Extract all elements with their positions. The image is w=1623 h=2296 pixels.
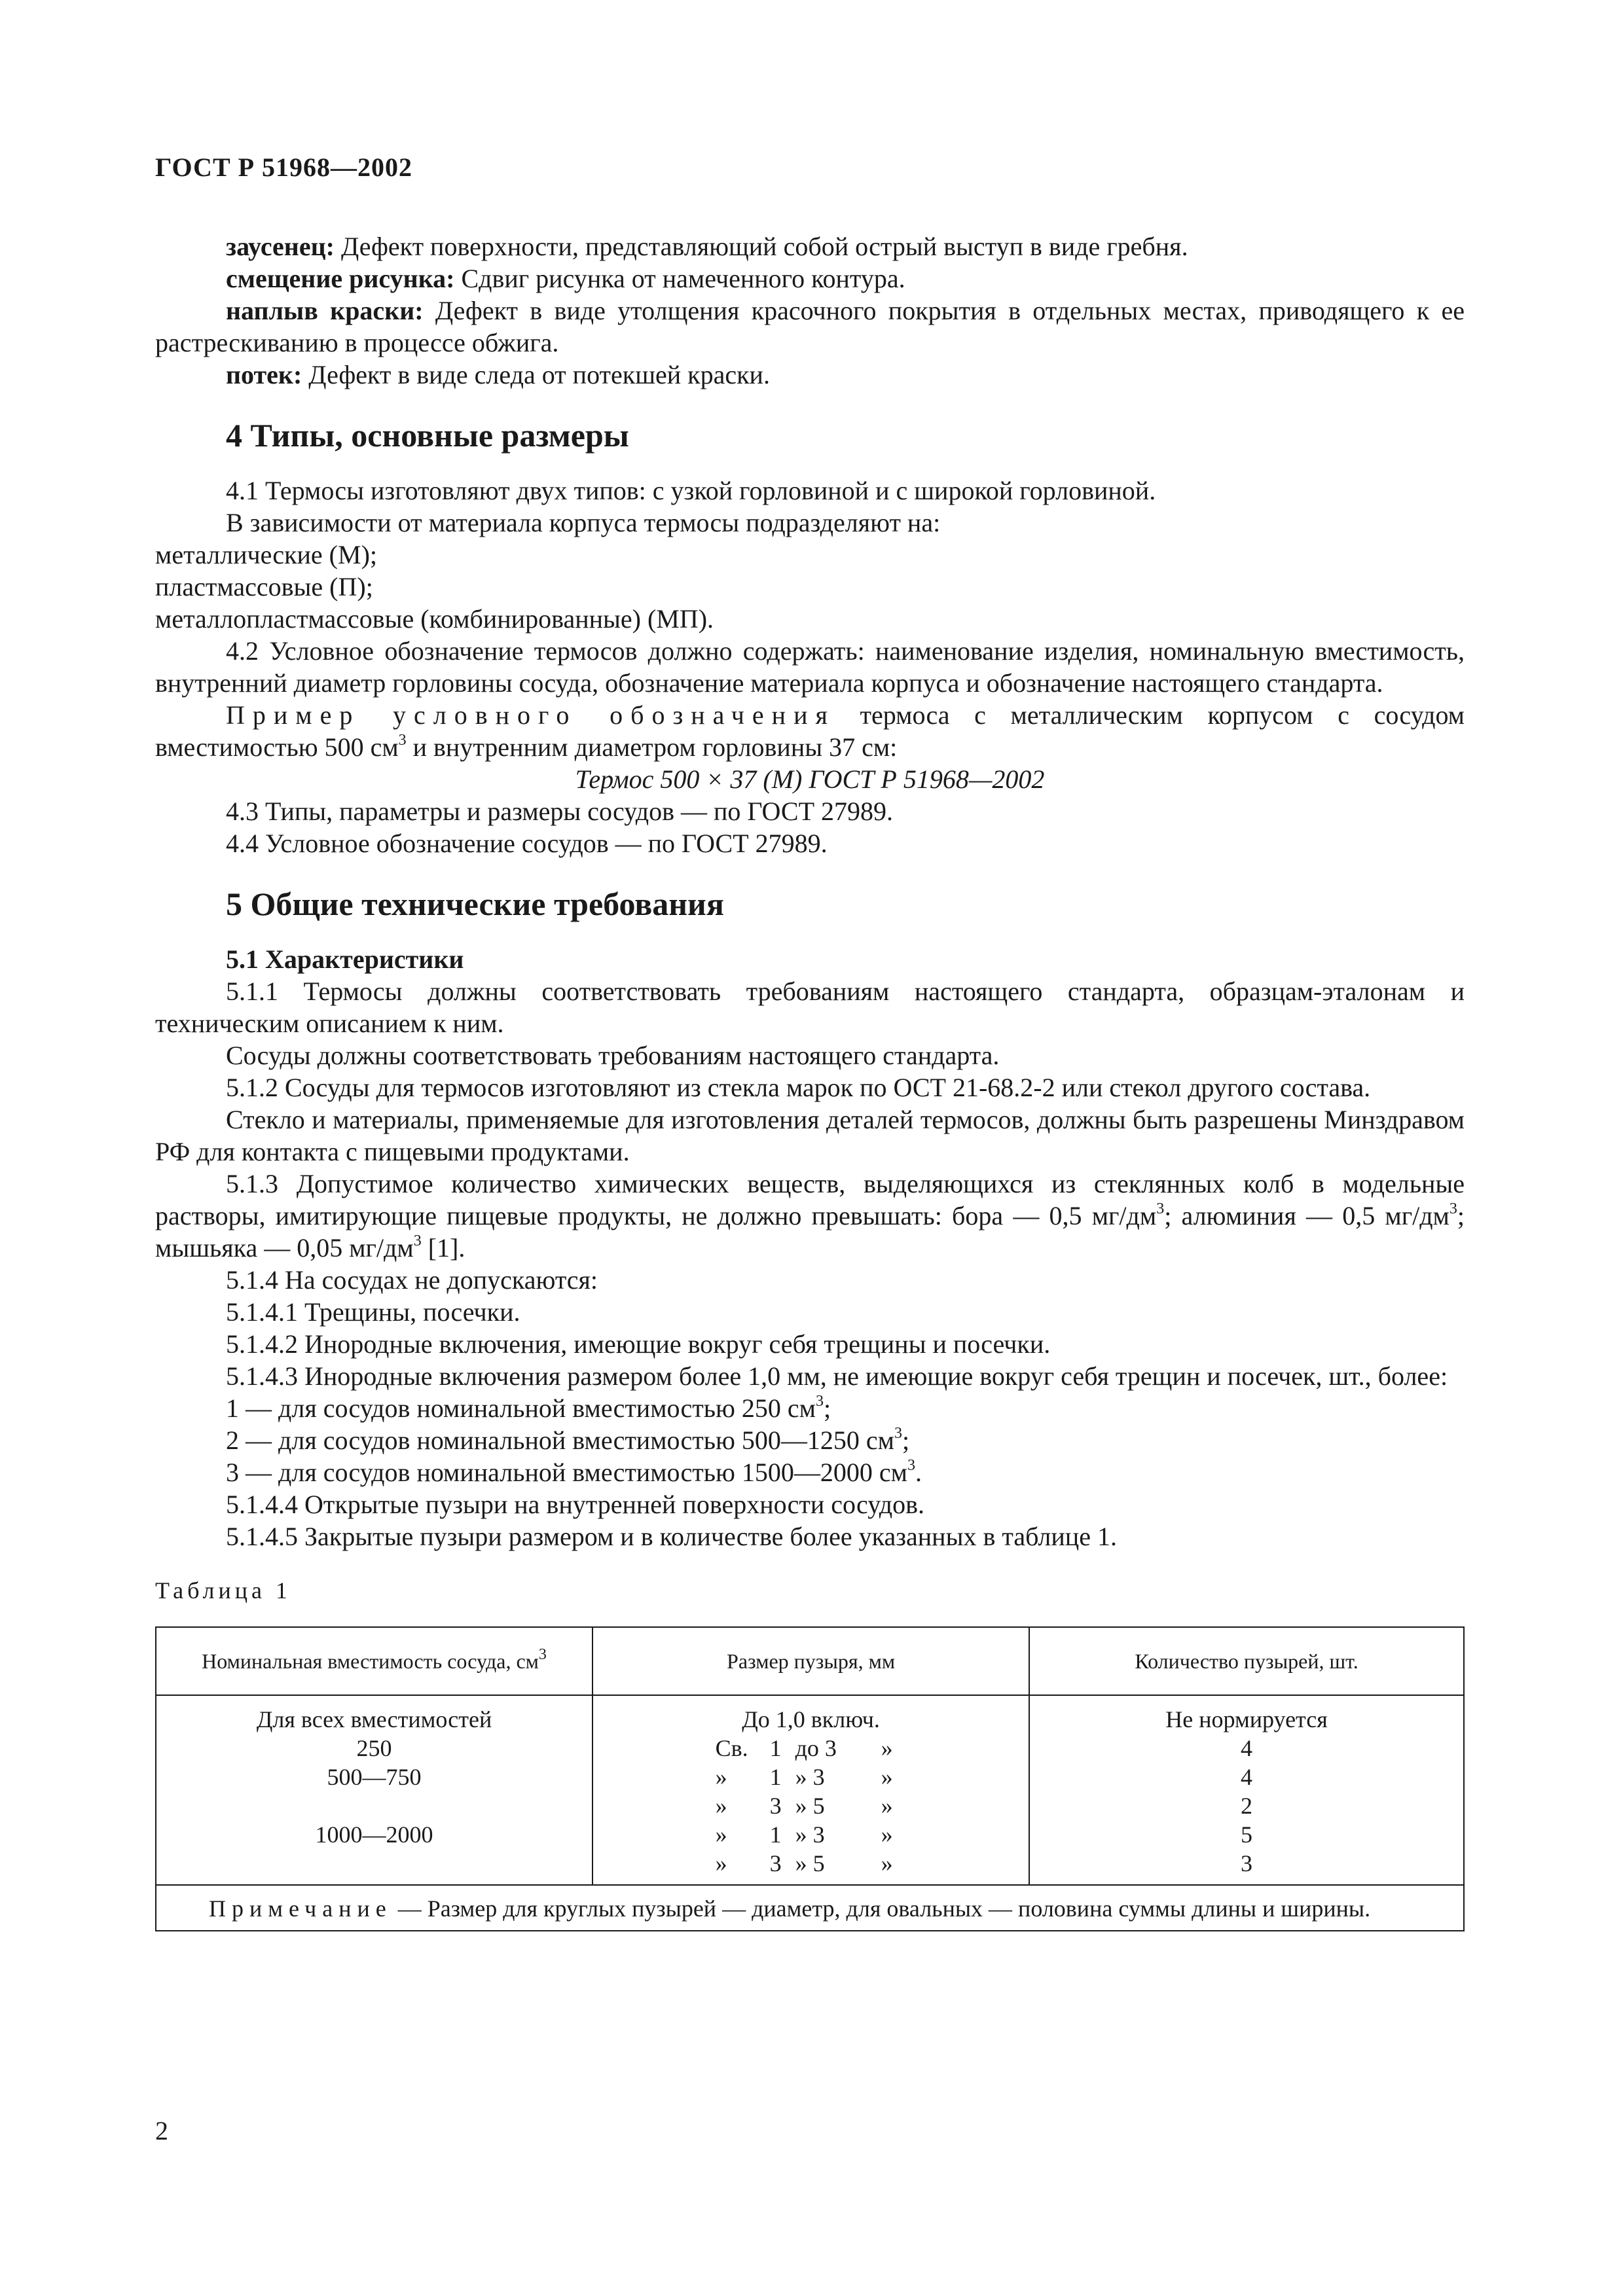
ditto-mark: » (881, 1735, 893, 1761)
table-cell: До 1,0 включ. (742, 1706, 880, 1732)
table-header-row (156, 1627, 1464, 1695)
table-cell (156, 1791, 592, 1820)
list-item (155, 1424, 1465, 1456)
size-to: до 3 (795, 1735, 837, 1761)
para-5-1-4: 5.1.4 На сосудах не допускаются: (226, 1265, 598, 1295)
column-header-count: Количество пузырей, шт. (1029, 1627, 1464, 1695)
definition-potek (155, 359, 1465, 391)
para-5-1-2: 5.1.2 Сосуды для термосов изготовляют из стекла марок по ОСТ 21-68.2-2 или стекол другого состава. (226, 1073, 1371, 1102)
document-header: ГОСТ Р 51968—2002 (155, 152, 413, 182)
text: . (915, 1458, 922, 1487)
table-cell: Для всех вместимостей (256, 1706, 492, 1732)
para-5-1-2-b: Стекло и материалы, применяемые для изготовления деталей термосов, должны быть разрешены Минздравом РФ для контакта с пищевыми продуктами. (155, 1105, 1465, 1166)
para-5-1-4-3: 5.1.4.3 Инородные включения размером более 1,0 мм, не имеющие вокруг себя трещин и посечек, шт., более: (226, 1361, 1448, 1391)
section-4-title: 4 Типы, основные размеры (226, 417, 629, 454)
list-item (155, 1392, 1465, 1424)
superscript: 3 (1156, 1200, 1165, 1217)
bubble-table (155, 1626, 1465, 1931)
size-to: » 3 (795, 1764, 825, 1790)
table-body-row (156, 1695, 1464, 1885)
definition-smeshchenie (155, 262, 1465, 295)
note-text: — Размер для круглых пузырей — диаметр, для овальных — половина суммы длины и ширины. (392, 1895, 1371, 1922)
material-item: металлические (М); (155, 540, 378, 569)
section-5-title: 5 Общие технические требования (226, 886, 724, 922)
size-to: » 3 (795, 1821, 825, 1848)
table-cell: 250 (356, 1735, 392, 1761)
size-prefix: » (715, 1793, 727, 1819)
para-5-1-1: 5.1.1 Термосы должны соответствовать требованиям настоящего стандарта, образцам-эталонам и техническим описанием к ним. (155, 977, 1465, 1038)
table-note-row (156, 1885, 1464, 1931)
material-item: пластмассовые (П); (155, 572, 373, 601)
table-cell (156, 1849, 592, 1878)
definition-text: Дефект в виде утолщения красочного покрытия в отдельных местах, приводящего к ее растрескиванию в процессе обжига. (155, 296, 1465, 357)
size-from: 1 (769, 1821, 782, 1848)
subsection-5-1-title: 5.1 Характеристики (226, 944, 464, 974)
table-cell: 3 (1241, 1850, 1253, 1876)
para-5-1-3 (155, 1168, 1465, 1264)
term: смещение рисунка: (226, 264, 455, 293)
text: 5.1.3 Допустимое количество химических веществ, выделяющихся из стеклянных колб в модельные растворы, имитирующие пищевые продукты, не должно превышать: бора — 0,5 мг/дм (155, 1169, 1465, 1230)
para-4-3: 4.3 Типы, параметры и размеры сосудов — по ГОСТ 27989. (226, 797, 894, 826)
superscript: 3 (398, 732, 407, 749)
table-cell (593, 1763, 1029, 1791)
para-5-1-4-2: 5.1.4.2 Инородные включения, имеющие вокруг себя трещины и посечки. (226, 1329, 1051, 1359)
size-from: 3 (769, 1850, 782, 1876)
size-prefix: » (715, 1821, 727, 1848)
para-4-1-b: В зависимости от материала корпуса термосы подразделяют на: (226, 508, 941, 537)
term: потек: (226, 360, 302, 389)
text: ; мышьяка — 0,05 мг/дм (155, 1201, 1465, 1263)
material-item: металлопластмассовые (комбинированные) (МП). (155, 604, 714, 634)
note-label: Примечание (209, 1895, 392, 1922)
term: наплыв краски: (226, 296, 424, 325)
definition-text: Дефект поверхности, представляющий собой острый выступ в виде гребня. (334, 232, 1188, 261)
definition-text: Дефект в виде следа от потекшей краски. (302, 360, 770, 389)
size-to: » 5 (795, 1850, 825, 1876)
table-cell (593, 1734, 1029, 1763)
table-cell: Не нормируется (1165, 1706, 1328, 1732)
text: [1]. (421, 1233, 465, 1263)
list-item (155, 1456, 1465, 1488)
superscript: 3 (894, 1425, 902, 1442)
table-cell (593, 1791, 1029, 1820)
table-cell: 4 (1241, 1735, 1253, 1761)
count-column (1029, 1695, 1464, 1885)
size-column (593, 1695, 1029, 1885)
table-cell: 1000—2000 (315, 1821, 433, 1848)
definition-zausenets (155, 230, 1465, 262)
example-label: Пример условного обозначения (226, 700, 835, 730)
table-cell: 2 (1241, 1793, 1253, 1819)
text: 3 — для сосудов номинальной вместимостью 1500—2000 см (226, 1458, 907, 1487)
column-header-size: Размер пузыря, мм (593, 1627, 1029, 1695)
definition-text: Сдвиг рисунка от намеченного контура. (454, 264, 905, 293)
size-prefix: » (715, 1764, 727, 1790)
size-from: 1 (769, 1735, 782, 1761)
table-note (156, 1885, 1464, 1931)
capacity-column (156, 1695, 593, 1885)
text: 1 — для сосудов номинальной вместимостью 250 см (226, 1393, 816, 1423)
superscript: 3 (815, 1393, 824, 1410)
para-5-1-1-b: Сосуды должны соответствовать требованиям настоящего стандарта. (226, 1041, 1000, 1070)
size-from: 3 (769, 1793, 782, 1819)
para-5-1-4-1: 5.1.4.1 Трещины, посечки. (226, 1297, 520, 1327)
example-text: термоса с металлическим корпусом с сосудом вместимостью 500 см (155, 700, 1465, 762)
para-4-4: 4.4 Условное обозначение сосудов — по ГОСТ 27989. (226, 829, 828, 858)
superscript: 3 (413, 1232, 422, 1249)
superscript: 3 (538, 1646, 547, 1663)
ditto-mark: » (881, 1850, 893, 1876)
table-cell: 500—750 (327, 1764, 422, 1790)
example-paragraph (155, 699, 1465, 763)
table-cell (593, 1820, 1029, 1849)
example-text: и внутренним диаметром горловины 37 см: (406, 732, 898, 762)
para-4-2: 4.2 Условное обозначение термосов должно содержать: наименование изделия, номинальную вместимость, внутренний диаметр горловины сосуда, обозначение материала корпуса и обозначение настоящего стандарта. (155, 636, 1465, 698)
definition-naplyv (155, 295, 1465, 359)
size-to: » 5 (795, 1793, 825, 1819)
header-text: Номинальная вместимость сосуда, см (202, 1649, 539, 1673)
page-number: 2 (155, 2116, 168, 2145)
table-cell: 4 (1241, 1764, 1253, 1790)
para-4-1: 4.1 Термосы изготовляют двух типов: с узкой горловиной и с широкой горловиной. (226, 476, 1156, 505)
table-caption: Таблица 1 (155, 1577, 291, 1604)
term: заусенец: (226, 232, 335, 261)
size-prefix: » (715, 1850, 727, 1876)
para-5-1-4-5: 5.1.4.5 Закрытые пузыри размером и в количестве более указанных в таблице 1. (226, 1522, 1117, 1551)
example-formula: Термос 500 × 37 (М) ГОСТ Р 51968—2002 (575, 764, 1045, 794)
para-5-1-4-4: 5.1.4.4 Открытые пузыри на внутренней поверхности сосудов. (226, 1490, 924, 1519)
superscript: 3 (907, 1457, 915, 1474)
ditto-mark: » (881, 1793, 893, 1819)
text: ; (823, 1393, 831, 1423)
table-cell: 5 (1241, 1821, 1253, 1848)
ditto-mark: » (881, 1764, 893, 1790)
ditto-mark: » (881, 1821, 893, 1848)
document-body (155, 230, 1465, 1931)
size-prefix: Св. (715, 1735, 748, 1761)
text: ; (902, 1426, 910, 1455)
column-header-capacity (156, 1627, 593, 1695)
text: 2 — для сосудов номинальной вместимостью 500—1250 см (226, 1426, 894, 1455)
superscript: 3 (1449, 1200, 1457, 1217)
table-cell (593, 1849, 1029, 1878)
size-from: 1 (769, 1764, 782, 1790)
text: ; алюминия — 0,5 мг/дм (1164, 1201, 1450, 1230)
